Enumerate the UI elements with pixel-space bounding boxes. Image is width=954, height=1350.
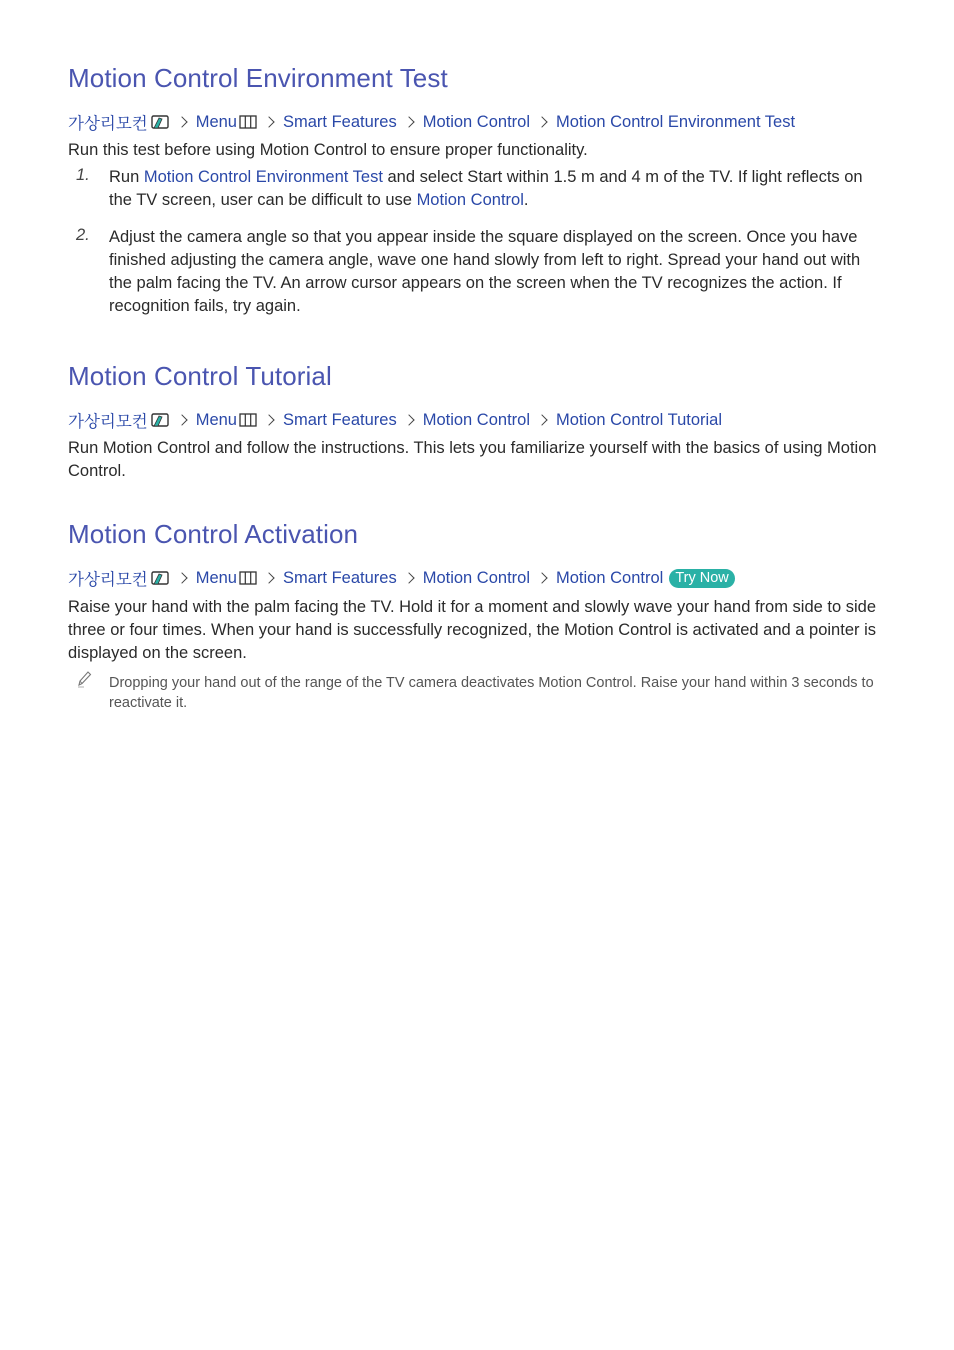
- breadcrumb-item-tutorial[interactable]: Motion Control Tutorial: [556, 410, 723, 429]
- menu-grid-icon: [239, 115, 257, 129]
- breadcrumb-item-motion-control[interactable]: Motion Control: [422, 112, 531, 131]
- chevron-right-icon: [263, 414, 274, 425]
- activation-note: Dropping your hand out of the range of the TV camera deactivates Motion Control. Raise your hand within 3 seconds to reactivate it.: [109, 675, 874, 711]
- breadcrumb-item-remote[interactable]: 가상리모컨: [68, 571, 148, 589]
- breadcrumb-environment-test: [68, 110, 795, 134]
- activation-body: Raise your hand with the palm facing the TV. Hold it for a moment and slowly wave your hand from side to side three or four times. When your hand is successfully recognized, the Motion Control is activated and a pointer is displayed on the screen.: [68, 598, 877, 662]
- breadcrumb-item-remote[interactable]: 가상리모컨: [68, 115, 148, 133]
- chevron-right-icon: [403, 414, 414, 425]
- remote-control-icon: [150, 412, 170, 428]
- link-motion-control[interactable]: Motion Control: [416, 191, 524, 209]
- section-title-environment-test: Motion Control Environment Test: [68, 63, 448, 93]
- breadcrumb-tutorial: [68, 408, 722, 432]
- section-title-activation: Motion Control Activation: [68, 519, 359, 549]
- chevron-right-icon: [536, 572, 547, 583]
- environment-test-intro: Run this test before using Motion Control to ensure proper functionality.: [68, 141, 588, 159]
- step-1-pre: Run: [109, 168, 144, 186]
- breadcrumb-item-menu[interactable]: Menu: [195, 410, 237, 429]
- breadcrumb-item-motion-control-final[interactable]: Motion Control: [556, 568, 664, 587]
- step-number: 2.: [76, 226, 90, 244]
- section-title-tutorial: Motion Control Tutorial: [68, 361, 332, 391]
- chevron-right-icon: [403, 116, 414, 127]
- step-1-post: .: [523, 191, 529, 209]
- step-1-text: [109, 166, 884, 212]
- breadcrumb-item-menu[interactable]: Menu: [195, 112, 237, 131]
- step-number: 1.: [76, 166, 90, 184]
- menu-grid-icon: [239, 571, 257, 585]
- breadcrumb-item-menu[interactable]: Menu: [195, 568, 237, 587]
- menu-grid-icon: [239, 413, 257, 427]
- breadcrumb-item-smart-features[interactable]: Smart Features: [282, 112, 397, 131]
- pencil-note-icon: [76, 670, 92, 688]
- chevron-right-icon: [403, 572, 414, 583]
- tutorial-body: Run Motion Control and follow the instructions. This lets you familiarize yourself with the basics of using Motion Control.: [68, 439, 877, 480]
- remote-control-icon: [150, 570, 170, 586]
- step-2-text: Adjust the camera angle so that you appear inside the square displayed on the screen. Once you have finished adjusting the camera angle, wave one hand slowly from left to right. Spread your hand out with the palm facing the TV. An arrow cursor appears on the screen when the TV recognizes the action. If recognition fails, try again.: [109, 228, 861, 315]
- breadcrumb-item-smart-features[interactable]: Smart Features: [282, 410, 397, 429]
- chevron-right-icon: [176, 572, 187, 583]
- chevron-right-icon: [176, 414, 187, 425]
- chevron-right-icon: [176, 116, 187, 127]
- breadcrumb-item-environment-test[interactable]: Motion Control Environment Test: [556, 112, 796, 131]
- chevron-right-icon: [263, 116, 274, 127]
- chevron-right-icon: [263, 572, 274, 583]
- breadcrumb-item-motion-control[interactable]: Motion Control: [422, 410, 531, 429]
- breadcrumb-item-smart-features[interactable]: Smart Features: [282, 568, 397, 587]
- remote-control-icon: [150, 114, 170, 130]
- chevron-right-icon: [536, 414, 547, 425]
- breadcrumb-activation: [68, 566, 735, 590]
- chevron-right-icon: [536, 116, 547, 127]
- step-1-mid: and select Start within 1.5 m and 4 m of the TV. If light reflects on the TV screen, user can be difficult to use: [109, 168, 863, 209]
- breadcrumb-item-motion-control[interactable]: Motion Control: [422, 568, 531, 587]
- breadcrumb-item-remote[interactable]: 가상리모컨: [68, 413, 148, 431]
- try-now-button[interactable]: Try Now: [669, 569, 734, 588]
- link-environment-test[interactable]: Motion Control Environment Test: [143, 168, 383, 186]
